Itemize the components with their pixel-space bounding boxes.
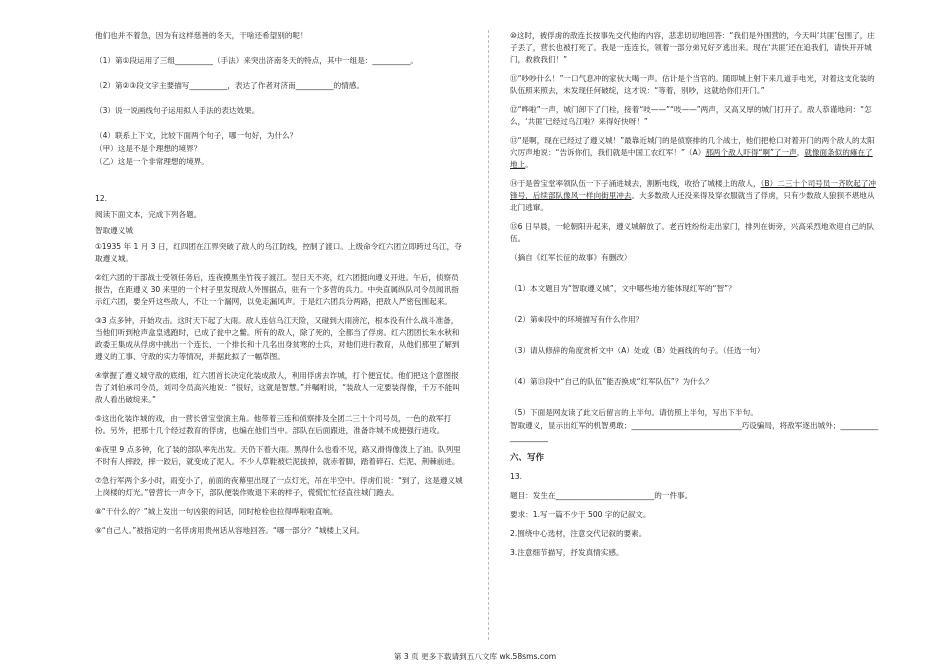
question-3: （3）说一说画线句子运用拟人手法的表达效果。 bbox=[95, 106, 260, 115]
paragraph-10: ⑩这时，被俘虏的敌连长按事先交代他的内容，悲悲切切地回答：“我们是外围营的，今天叫‘共匪’包围了，庄子丢了，营长也被打死了。我是一连连长，领着一部分弟兄好歹逃出来。现在‘共匪’还在追我们，请快开开城门，救救我们！” bbox=[510, 31, 875, 64]
paragraph-12: ⑫“哗啦”一声，城门卸下了门栓，接着“吱——”“吱——”两声，又高又厚的城门打开了。敌人恭谨地问：“怎么，‘共匪’已经过乌江啦？来得好快呀！” bbox=[510, 105, 872, 126]
right-column bbox=[510, 30, 880, 566]
paragraph-8: ⑧“干什么的？”城上发出一句凶狠的问话，同时枪栓也拉得哗啦啦直响。 bbox=[95, 507, 338, 516]
column-divider bbox=[488, 30, 489, 640]
paragraph-13-text: ⑬“是啊，现在已经过了遵义城！”最靠近城门的是侦察排的几个战士，他们把枪口对着开门的两个敌人的太阳穴厉声地说：“告诉你们，我们就是中国工农红军！”（A） bbox=[510, 136, 875, 157]
question-4-option-b: （乙）这是一个非常理想的境界。 bbox=[95, 157, 209, 166]
underlined-sentence-a2: 就像面条似的瘫在了地上 bbox=[510, 148, 873, 169]
paragraph-14-end: 。大多数敌人还没来得及穿衣服就当了俘虏，只有少数敌人狼狈不堪地从北门逃窜。 bbox=[510, 191, 875, 212]
paragraph-4: ④掌握了遵义城守敌的底细，红六团首长决定化装成敌人，利用俘虏去诈城，打个便宜仗。他们把这个意图报告了刘伯承司令员，刘司令员高兴地说：“很好，这就是智慧。”并嘱咐说，“装敌人一定要装得像，千万不能叫敌人看出破绽来。” bbox=[95, 371, 460, 404]
left-column bbox=[95, 30, 465, 544]
writing-requirement-1: 要求：1.写一篇不少于 500 字的记叙文。 bbox=[510, 510, 651, 519]
paragraph-7: ⑦急行军两个多小时，雨变小了，前面的夜幕里出现了一点灯光，吊在半空中。俘虏们说：“到了，这是遵义城上岗楼的灯光。”曾营长一声令下，部队便装作败退下来的样子，慌慌忙忙径直往城门跑去。 bbox=[95, 476, 463, 497]
paragraph-6: ⑥夜里 9 点多钟，化了装的部队率先出发。天仍下着大雨。黑得什么也看不见，路又滑得像泼上了油。队列里不时有人摔跤，摔一跤后，就变成了泥人。不少人草鞋被烂泥拔掉，就赤着脚，踏着碎石、烂泥、荆棘前进。 bbox=[95, 445, 461, 466]
question-1: （1）第①段运用了三组__________（手法）来突出济南冬天的特点，其中一组是：__________。 bbox=[95, 56, 418, 65]
writing-requirement-2: 2.围绕中心选材，注意交代记叙的要素。 bbox=[510, 529, 647, 538]
paragraph-15: ⑮6 日早晨，一轮朝阳升起来，遵义城解放了。老百姓纷纷走出家门，排列在街旁，兴高采烈地欢迎自己的队伍。 bbox=[510, 222, 875, 243]
section-writing-heading: 六、写作 bbox=[510, 453, 545, 463]
question-12-5-part-2: 巧设骗局，将敌军逐出城外； bbox=[741, 421, 841, 430]
passage-title: 智取遵义城 bbox=[95, 226, 133, 235]
question-12-5: （5）下面是网友读了此文后留言的上半句。请仿照上半句，写出下半句。 bbox=[510, 408, 758, 417]
reading-instruction: 阅读下面文本，完成下列各题。 bbox=[95, 210, 202, 219]
paragraph-3: ③3 点多钟，开始攻击。这时天下起了大雨。敌人连信乌江天险，又碰到大雨滂沱，根本没有什么战斗准备，当他们听到枪声盒皇逃跑时，已成了瓮中之鳖。所有的敌人，除了死的，全都当了俘虏。红六团团长朱水秋和政委王集成从俘虏中挑出一个连长、一个排长和十几名出身贫寒的士兵，对他们进行教育，从他们那里了解到遵义的工事、守敌的实力等情况，并据此拟了一幅草图。 bbox=[95, 316, 460, 361]
writing-title: 题目：发生在__________________________的一件事。 bbox=[510, 491, 693, 500]
question-number-12: 12. bbox=[95, 194, 108, 203]
question-12-1: （1）本文题目为“智取遵义城”，文中哪些地方能体现红军的“智”？ bbox=[510, 284, 736, 293]
question-4: （4）联系上下文，比较下面两个句子，哪一句好，为什么？ bbox=[95, 131, 298, 140]
paragraph-1: ①1935 年 1 月 3 日，红四团在江界突破了敌人的乌江防线，控制了渡口。上级命令红六团立即跨过乌江，夺取遵义城。 bbox=[95, 242, 462, 263]
paragraph-5: ⑤这出化装诈城的戏，由一营长曾宝堂演主角。他带着三连和侦察排及全团二三十个司号员，一色的敌军打扮。另外，把那十几个经过教育的俘虏，也编在他们当中。部队在后面跟进，准备诈城不成便强行进攻。 bbox=[95, 414, 452, 435]
underlined-sentence-a1: 那两个敌人吓得“啊”了一声 bbox=[705, 148, 797, 157]
question-12-4: （4）第⑬段中“自己的队伍”能否换成“红军队伍”？为什么？ bbox=[510, 377, 713, 386]
question-number-13: 13. bbox=[510, 472, 523, 481]
question-12-5-part-1: 智取遵义，显示出红军的机智勇敢； bbox=[510, 421, 632, 430]
paragraph-13-comma: ， bbox=[796, 148, 805, 157]
passage-source: （摘自《红军长征的故事》有删改） bbox=[510, 253, 632, 262]
passage-end-line: 他们也并不着急，因为有这样慈善的冬天，干啥还希望别的呢！ bbox=[95, 31, 308, 40]
question-12-5-prompt: 智取遵义，显示出红军的机智勇敢；_____________________________巧设骗局，将敌军逐出城外；____________________ bbox=[510, 421, 879, 442]
writing-requirement-3: 3.注意细节描写，抒发真情实感。 bbox=[510, 548, 624, 557]
question-12-2: （2）第⑥段中的环境描写有什么作用？ bbox=[510, 315, 644, 324]
paragraph-9: ⑨“自己人。”被指定的一名俘虏用贵州话从容地回答。“哪一部分？”城楼上又问。 bbox=[95, 526, 365, 535]
paragraph-13-end: 。 bbox=[525, 160, 533, 169]
paragraph-14-text: ⑭于是曾宝堂率领队伍一下子涌进城去，割断电线，收拾了城楼上的敌人， bbox=[510, 179, 761, 188]
page-footer: 第 3 页 更多下载请到五八文库 wk.58sms.com bbox=[393, 652, 557, 661]
question-12-3: （3）请从修辞的角度赏析文中（A）处或（B）处画线的句子。（任选一句） bbox=[510, 346, 765, 355]
underlined-sentence-b: （B）二三十个司号员一齐吹起了冲锋号，后续部队像风一样向街里冲去 bbox=[510, 179, 876, 200]
paragraph-2: ②红六团的干部战士受领任务后，连夜摸黑坐竹筏子渡江。翌日天不亮，红六团挺向遵义开进。午后，侦察员报告，在距遵义 30 来里的一个村子里发现敌人外围据点，驻有一个多营的兵力。中央直属纵队司令员闻讯指示红六团，要全歼这些敌人，不让一个漏网，以免走漏风声。于是红六团兵分两路，把敌人严密包围起来。 bbox=[95, 273, 459, 306]
question-4-option-a: （甲）这是不是个理想的境界？ bbox=[95, 144, 202, 153]
question-2: （2）第②③段文字主要描写__________，表达了作者对济南__________的情感。 bbox=[95, 81, 365, 90]
paragraph-13 bbox=[510, 135, 880, 171]
paragraph-11: ⑪“吵吵什么！”一口气息冲的家伙大喝一声。估计是个当官的。随即城上射下来几道手电光，对着这支化装的队伍照来照去，未发现任何破绽，这才说：“等着，别吵，这就给你们开门。” bbox=[510, 74, 875, 95]
paragraph-14 bbox=[510, 178, 880, 214]
